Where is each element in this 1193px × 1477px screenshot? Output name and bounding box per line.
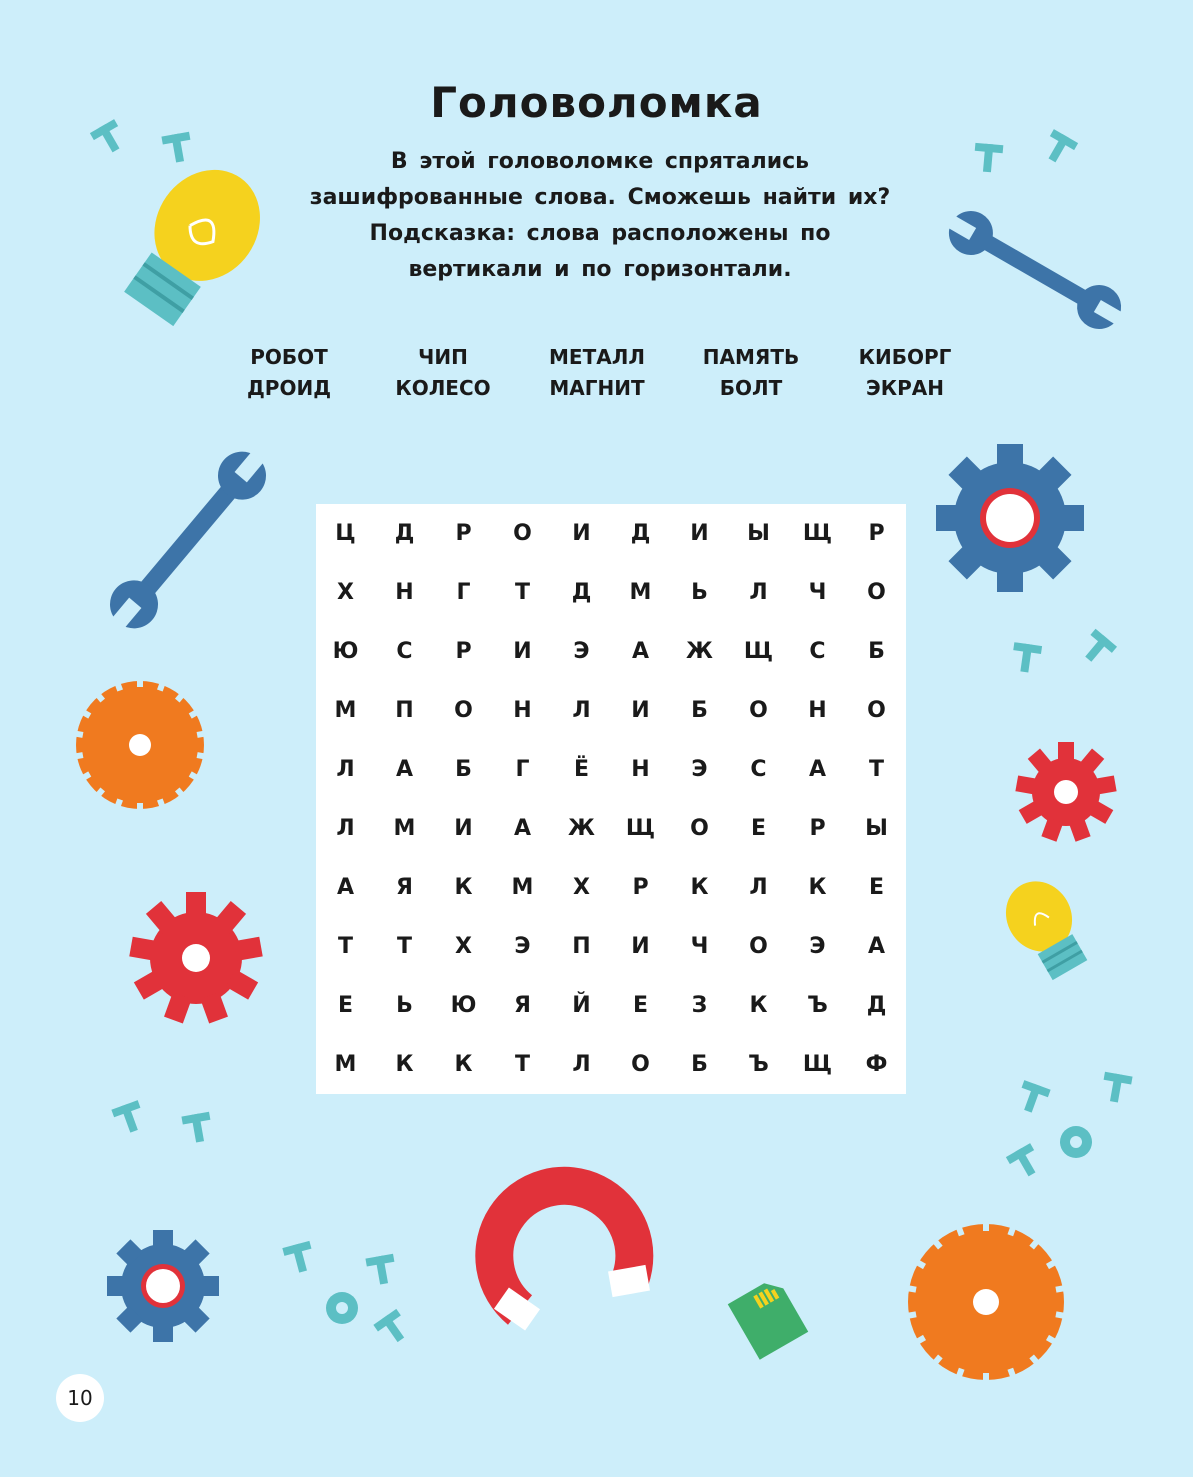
grid-letter[interactable]: М [393,816,416,841]
word: МАГНИТ [549,376,645,400]
grid-letter[interactable]: Р [455,639,472,664]
gear-icon [74,679,205,811]
grid-letter[interactable]: К [690,875,709,900]
grid-letter[interactable]: А [808,757,827,782]
instruction-line: Подсказка: слова расположены по [369,221,831,246]
grid-letter[interactable]: О [867,580,886,605]
grid-letter[interactable]: О [690,816,709,841]
grid-letter[interactable]: Щ [743,639,774,664]
grid-letter[interactable]: Э [691,757,708,782]
grid-letter[interactable]: А [631,639,650,664]
grid-letter[interactable]: О [513,521,532,546]
grid-letter[interactable]: Э [809,934,826,959]
grid-letter[interactable]: Б [455,757,472,782]
word: ДРОИД [246,376,332,400]
gear-icon [936,444,1084,592]
grid-letter[interactable]: Э [514,934,531,959]
grid-letter[interactable]: Л [336,816,355,841]
grid-letter[interactable]: Г [456,580,471,605]
grid-letter[interactable]: Е [868,875,885,900]
grid-letter[interactable]: Т [514,1052,530,1077]
grid-letter[interactable]: Ж [568,816,595,841]
grid-letter[interactable]: Х [337,580,354,605]
grid-letter[interactable]: З [691,993,708,1018]
grid-letter[interactable]: Р [632,875,649,900]
grid-letter[interactable]: П [395,698,414,723]
grid-letter[interactable]: Н [395,580,414,605]
wrench-icon [937,201,1132,339]
grid-letter[interactable]: А [336,875,355,900]
grid-letter[interactable]: Т [337,934,353,959]
grid-letter[interactable]: М [629,580,652,605]
word: РОБОТ [250,345,328,369]
grid-letter[interactable]: Ф [865,1052,888,1077]
grid-letter[interactable]: С [396,639,413,664]
grid-letter[interactable]: К [749,993,768,1018]
instruction-line: В этой головоломке спрятались [390,149,810,174]
gear-icon [129,892,262,1023]
instruction-line: вертикали и по горизонтали. [408,257,792,282]
grid-letter[interactable]: С [809,639,826,664]
word-list [212,342,982,404]
grid-letter[interactable]: С [750,757,767,782]
grid-letter[interactable]: И [513,639,532,664]
page-number: 10 [56,1374,104,1422]
grid-letter[interactable]: М [511,875,534,900]
page-title: Головоломка [430,78,763,127]
grid-letter[interactable]: Х [573,875,590,900]
grid-letter[interactable]: А [513,816,532,841]
grid-letter[interactable]: Ю [332,639,359,664]
grid-letter[interactable]: Е [337,993,354,1018]
grid-letter[interactable]: Э [573,639,590,664]
grid-letter[interactable]: Ё [573,757,590,782]
grid-letter[interactable]: Н [513,698,532,723]
grid-letter[interactable]: Б [691,1052,708,1077]
grid-letter[interactable]: Ю [450,993,477,1018]
grid-letter[interactable]: Н [631,757,650,782]
instructions [250,144,950,288]
grid-letter[interactable]: Л [749,875,768,900]
grid-letter[interactable]: Х [455,934,472,959]
grid-letter[interactable]: О [749,934,768,959]
grid-letter[interactable]: Щ [802,1052,833,1077]
lightbulb-icon [993,869,1097,986]
grid-letter[interactable]: Е [632,993,649,1018]
grid-letter[interactable]: Л [749,580,768,605]
grid-letter[interactable]: А [395,757,414,782]
word: ЧИП [418,345,468,369]
grid-letter[interactable]: Л [572,1052,591,1077]
grid-letter[interactable]: Т [396,934,412,959]
word-column [366,342,520,404]
word: МЕТАЛЛ [549,345,645,369]
grid-letter[interactable]: М [334,698,357,723]
grid-letter[interactable]: Ы [865,816,888,841]
grid-letter[interactable]: Д [630,521,651,546]
word: БОЛТ [719,376,783,400]
grid-letter[interactable]: Д [571,580,592,605]
grid-letter[interactable]: О [749,698,768,723]
grid-letter[interactable]: П [572,934,591,959]
grid-letter[interactable]: Л [336,757,355,782]
grid-letter[interactable]: Р [809,816,826,841]
grid-letter[interactable]: Т [868,757,884,782]
gear-icon [107,1230,219,1342]
grid-letter[interactable]: Ь [691,580,708,605]
grid-letter[interactable]: Ц [335,521,356,546]
grid-letter[interactable]: Л [572,698,591,723]
word: КИБОРГ [858,345,952,369]
grid-letter[interactable]: И [572,521,591,546]
gear-icon [907,1222,1066,1382]
grid-letter[interactable]: О [867,698,886,723]
gear-icon [1015,742,1116,842]
instruction-line: зашифрованные слова. Сможешь найти их? [309,185,891,210]
grid-letter[interactable]: Б [691,698,708,723]
grid-letter[interactable]: Ъ [748,1052,769,1077]
word-column [212,342,366,404]
grid-letter[interactable]: Щ [625,816,656,841]
grid-letter[interactable]: Н [808,698,827,723]
grid-letter[interactable]: Р [868,521,885,546]
grid-letter[interactable]: Ж [686,639,713,664]
grid-letter[interactable]: И [631,698,650,723]
grid-letter[interactable]: О [454,698,473,723]
grid-letter[interactable]: Р [455,521,472,546]
grid-letter[interactable]: М [334,1052,357,1077]
grid-letter[interactable]: Ь [396,993,413,1018]
memory-card-icon [728,1276,808,1359]
grid-letter[interactable]: Й [572,993,591,1018]
grid-letter[interactable]: К [454,1052,473,1077]
grid-letter[interactable]: Ъ [807,993,828,1018]
grid-letter[interactable]: И [454,816,473,841]
grid-letter[interactable]: Ы [747,521,770,546]
grid-letter[interactable]: И [631,934,650,959]
grid-letter[interactable]: Е [750,816,767,841]
grid-letter[interactable]: Т [514,580,530,605]
grid-letter[interactable]: И [690,521,709,546]
grid-letter[interactable]: Г [515,757,530,782]
word: ЭКРАН [866,376,944,400]
grid-letter[interactable]: К [808,875,827,900]
wrench-icon [98,439,279,641]
grid-letter[interactable]: Д [866,993,887,1018]
word-column [828,342,982,404]
magnet-icon [494,1186,650,1331]
grid-letter[interactable]: Б [868,639,885,664]
grid-letter[interactable]: Я [514,993,531,1018]
word-column [520,342,674,404]
word-search-grid [316,504,906,1094]
grid-letter[interactable]: Я [396,875,413,900]
grid-letter[interactable]: Ч [690,934,709,959]
grid-letter[interactable]: О [631,1052,650,1077]
grid-letter[interactable]: Ч [808,580,827,605]
grid-letter[interactable]: Д [394,521,415,546]
grid-letter[interactable]: К [454,875,473,900]
grid-letter[interactable]: Щ [802,521,833,546]
grid-letter[interactable]: А [867,934,886,959]
word: КОЛЕСО [395,376,491,400]
grid-letter[interactable]: К [395,1052,414,1077]
word-column [674,342,828,404]
word: ПАМЯТЬ [702,345,800,369]
